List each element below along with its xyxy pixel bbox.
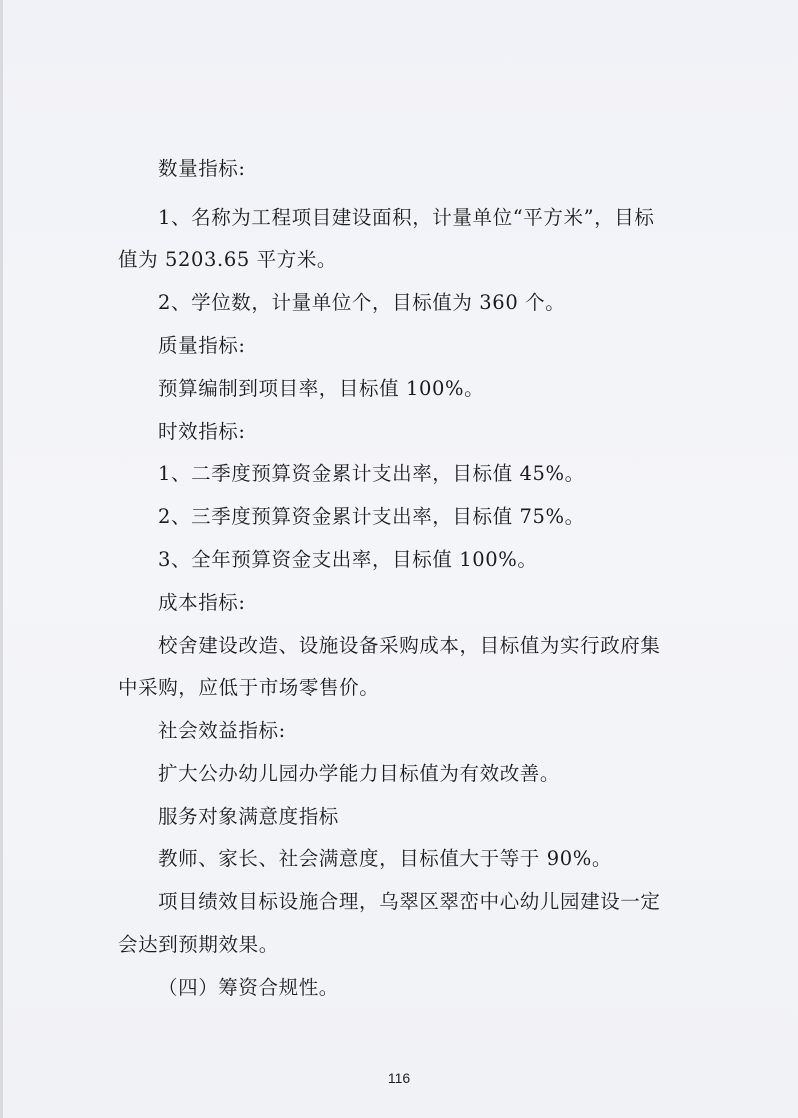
section-heading-financing-compliance: （四）筹资合规性。 — [158, 976, 339, 999]
heading-quality-indicators: 质量指标: — [158, 334, 246, 357]
paragraph-line: 值为 5203.65 平方米。 — [118, 248, 338, 271]
paragraph-line: 扩大公办幼儿园办学能力目标值为有效改善。 — [158, 762, 561, 785]
heading-satisfaction-indicators: 服务对象满意度指标 — [158, 805, 339, 828]
paragraph-line: 2、学位数，计量单位个，目标值为 360 个。 — [158, 291, 566, 314]
paragraph-line: 项目绩效目标设施合理，乌翠区翠峦中心幼儿园建设一定 — [158, 890, 661, 913]
paragraph-line: 预算编制到项目率，目标值 100%。 — [158, 377, 485, 400]
paragraph-line: 2、三季度预算资金累计支出率，目标值 75%。 — [158, 505, 585, 528]
heading-social-benefit-indicators: 社会效益指标: — [158, 719, 286, 742]
paragraph-line: 教师、家长、社会满意度，目标值大于等于 90%。 — [158, 847, 612, 870]
page-number: 116 — [387, 1070, 411, 1086]
paragraph-line: 会达到预期效果。 — [118, 933, 279, 956]
page-edge — [0, 0, 3, 1118]
heading-timeliness-indicators: 时效指标: — [158, 420, 246, 443]
paragraph-line: 1、名称为工程项目建设面积，计量单位“平方米”，目标 — [158, 206, 655, 229]
heading-quantity-indicators: 数量指标: — [158, 157, 246, 180]
heading-cost-indicators: 成本指标: — [158, 591, 246, 614]
paragraph-line: 1、二季度预算资金累计支出率，目标值 45%。 — [158, 462, 585, 485]
paragraph-line: 校舍建设改造、设施设备采购成本，目标值为实行政府集 — [158, 634, 661, 657]
paragraph-line: 中采购，应低于市场零售价。 — [118, 676, 380, 699]
paragraph-line: 3、全年预算资金支出率，目标值 100%。 — [158, 548, 538, 571]
